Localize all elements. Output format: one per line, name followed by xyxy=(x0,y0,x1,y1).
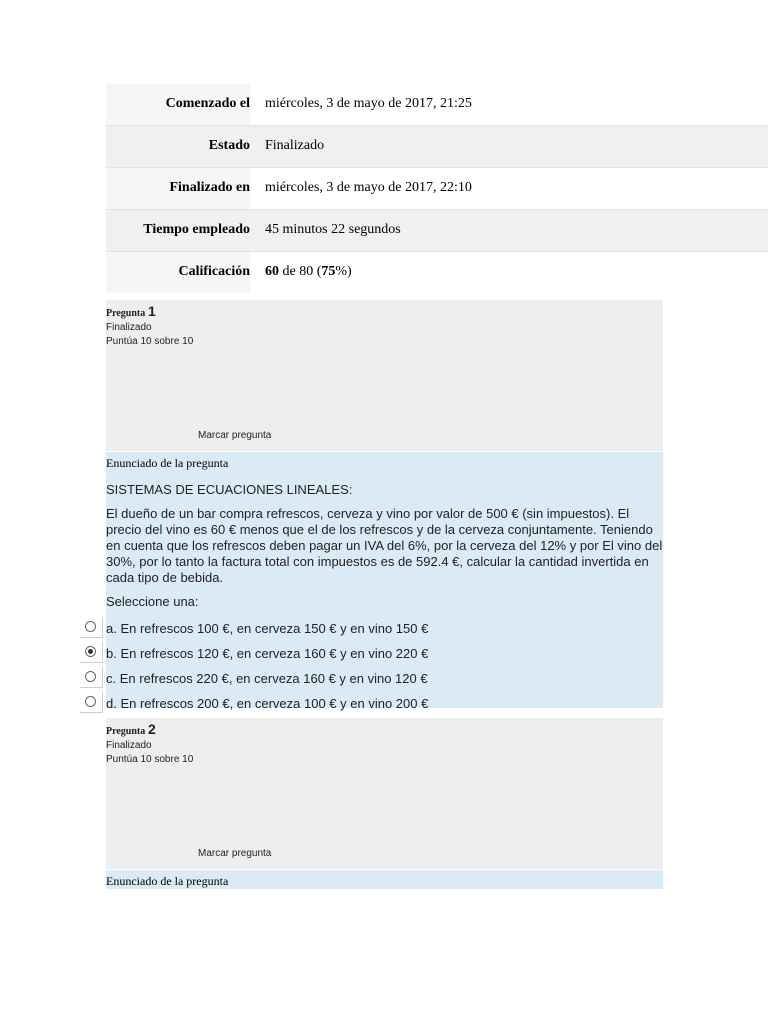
answer-option-a[interactable] xyxy=(106,616,663,641)
summary-label: Tiempo empleado xyxy=(106,210,250,251)
answer-label: b. En refrescos 120 €, en cerveza 160 € y en vino 220 € xyxy=(106,646,429,661)
summary-value: miércoles, 3 de mayo de 2017, 21:25 xyxy=(250,84,768,125)
answer-label: a. En refrescos 100 €, en cerveza 150 € y en vino 150 € xyxy=(106,621,429,636)
question-state: Finalizado xyxy=(106,322,152,333)
prompt-title: Enunciado de la pregunta xyxy=(106,456,229,470)
question-number: 1 xyxy=(148,303,156,319)
answer-label: c. En refrescos 220 €, en cerveza 160 € y en vino 120 € xyxy=(106,671,428,686)
summary-label: Finalizado en xyxy=(106,168,250,209)
summary-label: Calificación xyxy=(106,252,250,293)
summary-label: Comenzado el xyxy=(106,84,250,125)
attempt-summary-table xyxy=(106,84,768,293)
question-1-formulation xyxy=(106,452,663,711)
summary-row-state xyxy=(106,126,768,168)
grade-percent: 75 xyxy=(321,264,336,279)
summary-row-started xyxy=(106,84,768,126)
prompt-title: Enunciado de la pregunta xyxy=(106,874,229,888)
question-body-text: El dueño de un bar compra refrescos, cerveza y vino por valor de 500 € (sin impuestos). El precio del vino es 60 € menos que el de los refrescos y de la cerveza conjuntamente. Teniendo en cuenta que los refrescos deben pagar un IVA del 6%, por la cerveza del 12% y por El vino del 30%, por lo tanto la factura total con impuestos es de 592.4 €, calcular la cantidad invertida en cada tipo de bebida. xyxy=(106,506,663,585)
summary-row-finished xyxy=(106,168,768,210)
radio-circle-icon xyxy=(85,671,96,682)
question-heading xyxy=(106,304,196,321)
flag-question-link[interactable]: Marcar pregunta xyxy=(198,430,272,441)
question-2-info xyxy=(106,718,663,869)
summary-row-time xyxy=(106,210,768,252)
answer-option-b[interactable] xyxy=(106,641,663,666)
radio-circle-icon xyxy=(85,696,96,707)
question-number: 2 xyxy=(148,721,156,737)
radio-button[interactable] xyxy=(80,617,103,638)
question-heading xyxy=(106,722,196,739)
summary-value: Finalizado xyxy=(265,138,325,153)
grade-value xyxy=(250,252,768,293)
answer-label: d. En refrescos 200 €, en cerveza 100 € y en vino 200 € xyxy=(106,696,429,711)
question-1-info xyxy=(106,300,663,451)
answer-option-d[interactable] xyxy=(106,691,663,716)
grade-pct-suffix: %) xyxy=(335,264,352,279)
answer-list xyxy=(106,616,663,716)
summary-label: Estado xyxy=(106,126,250,167)
radio-button[interactable] xyxy=(80,667,103,688)
question-label: Pregunta xyxy=(106,726,146,737)
question-grade: Puntúa 10 sobre 10 xyxy=(106,336,194,347)
radio-button[interactable] xyxy=(80,642,103,663)
question-grade: Puntúa 10 sobre 10 xyxy=(106,754,194,765)
radio-button[interactable] xyxy=(80,692,103,713)
grade-mid: de 80 ( xyxy=(279,264,322,279)
summary-value: miércoles, 3 de mayo de 2017, 22:10 xyxy=(250,168,768,209)
radio-circle-icon xyxy=(85,621,96,632)
summary-value: 45 minutos 22 segundos xyxy=(265,222,401,237)
question-meta xyxy=(106,722,196,767)
question-text xyxy=(106,482,663,610)
question-state: Finalizado xyxy=(106,740,152,751)
answer-option-c[interactable] xyxy=(106,666,663,691)
grade-score: 60 xyxy=(265,264,279,279)
question-2-formulation xyxy=(106,870,663,889)
select-label: Seleccione una: xyxy=(106,594,199,609)
flag-question-link[interactable]: Marcar pregunta xyxy=(198,848,272,859)
radio-selected-icon xyxy=(85,646,96,657)
question-meta xyxy=(106,304,196,349)
question-heading-text: SISTEMAS DE ECUACIONES LINEALES: xyxy=(106,482,353,497)
summary-row-grade xyxy=(106,252,768,293)
question-label: Pregunta xyxy=(106,308,146,319)
